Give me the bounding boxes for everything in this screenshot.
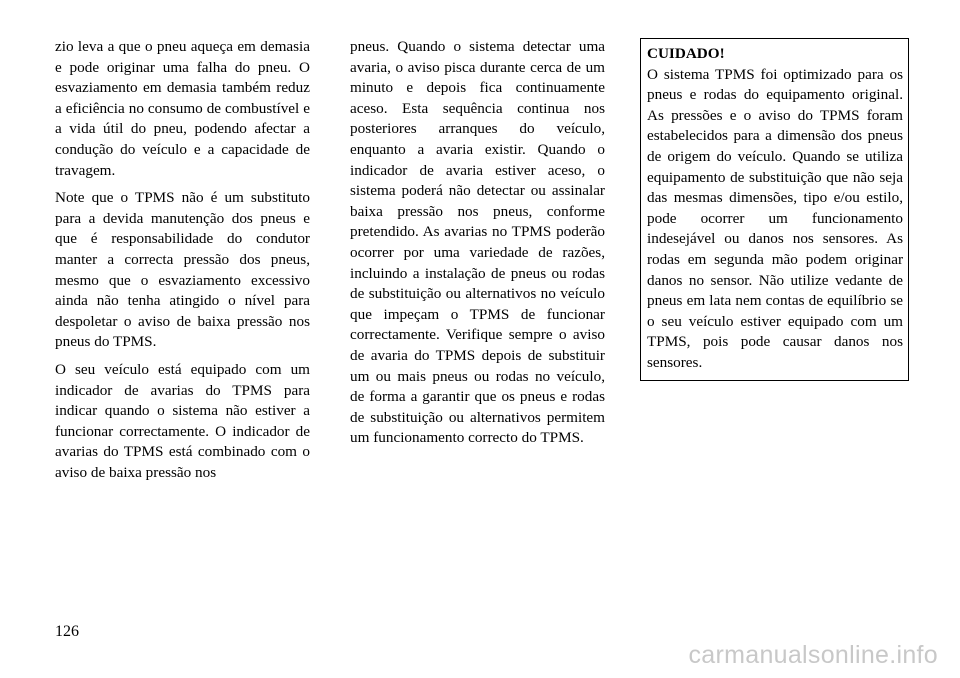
text-column-middle bbox=[350, 37, 605, 456]
caution-title: CUIDADO! bbox=[647, 45, 725, 62]
paragraph: O seu veículo está equipado com um indicador de avarias do TPMS para indicar quando o sistema não estiver a funcionar correctamente. O indicador de avarias do TPMS está combinado com o aviso de baixa pressão nos bbox=[55, 360, 310, 481]
paragraph: Note que o TPMS não é um substituto para a devida manutenção dos pneus e que é responsabilidade do condutor manter a correcta pressão dos pneus, mesmo que o esvaziamento excessivo ainda não tenha atingido o nível para despoletar o aviso de baixa pressão nos pneus do TPMS. bbox=[55, 189, 310, 351]
caution-body: O sistema TPMS foi optimizado para os pneus e rodas do equipamento original. As pressões e o aviso do TPMS foram estabelecidos para a dimensão dos pneus de origem do veículo. Quando se utiliza equipamento de substituição que não seja das mesmas dimensões, tipo e/ou estilo, pode ocorrer um funcionamento indesejável ou danos nos sensores. As rodas em segunda mão podem originar danos no sensor. Não utilize vedante de pneus em lata nem contas de equilíbrio se o seu veículo estiver equipado com um TPMS, pois pode causar danos nos sensores. bbox=[647, 65, 903, 371]
paragraph: pneus. Quando o sistema detectar uma avaria, o aviso pisca durante cerca de um minuto e depois fica continuamente aceso. Esta sequência continua nos posteriores arranques do veículo, enquanto a avaria existir. Quando o indicador de avaria estiver aceso, o sistema poderá não detectar ou assinalar baixa pressão nos pneus, conforme pretendido. As avarias no TPMS poderão ocorrer por uma variedade de razões, incluindo a instalação de pneus ou rodas de substituição ou alternativos no veículo que impeçam o TPMS de funcionar correctamente. Verifique sempre o aviso de avaria do TPMS depois de substituir um ou mais pneus ou rodas no veículo, de forma a garantir que os pneus e rodas de substituição ou alternativos permitem um funcionamento correcto do TPMS. bbox=[350, 38, 605, 447]
watermark: carmanualsonline.info bbox=[688, 641, 938, 669]
page-number: 126 bbox=[55, 623, 79, 640]
paragraph: zio leva a que o pneu aqueça em demasia e pode originar uma falha do pneu. O esvaziamento em demasia também reduz a eficiência no consumo de combustível e a vida útil do pneu, podendo afectar a condução do veículo e a capacidade de travagem. bbox=[55, 38, 310, 179]
text-column-left bbox=[55, 37, 310, 490]
caution-box bbox=[640, 38, 909, 381]
